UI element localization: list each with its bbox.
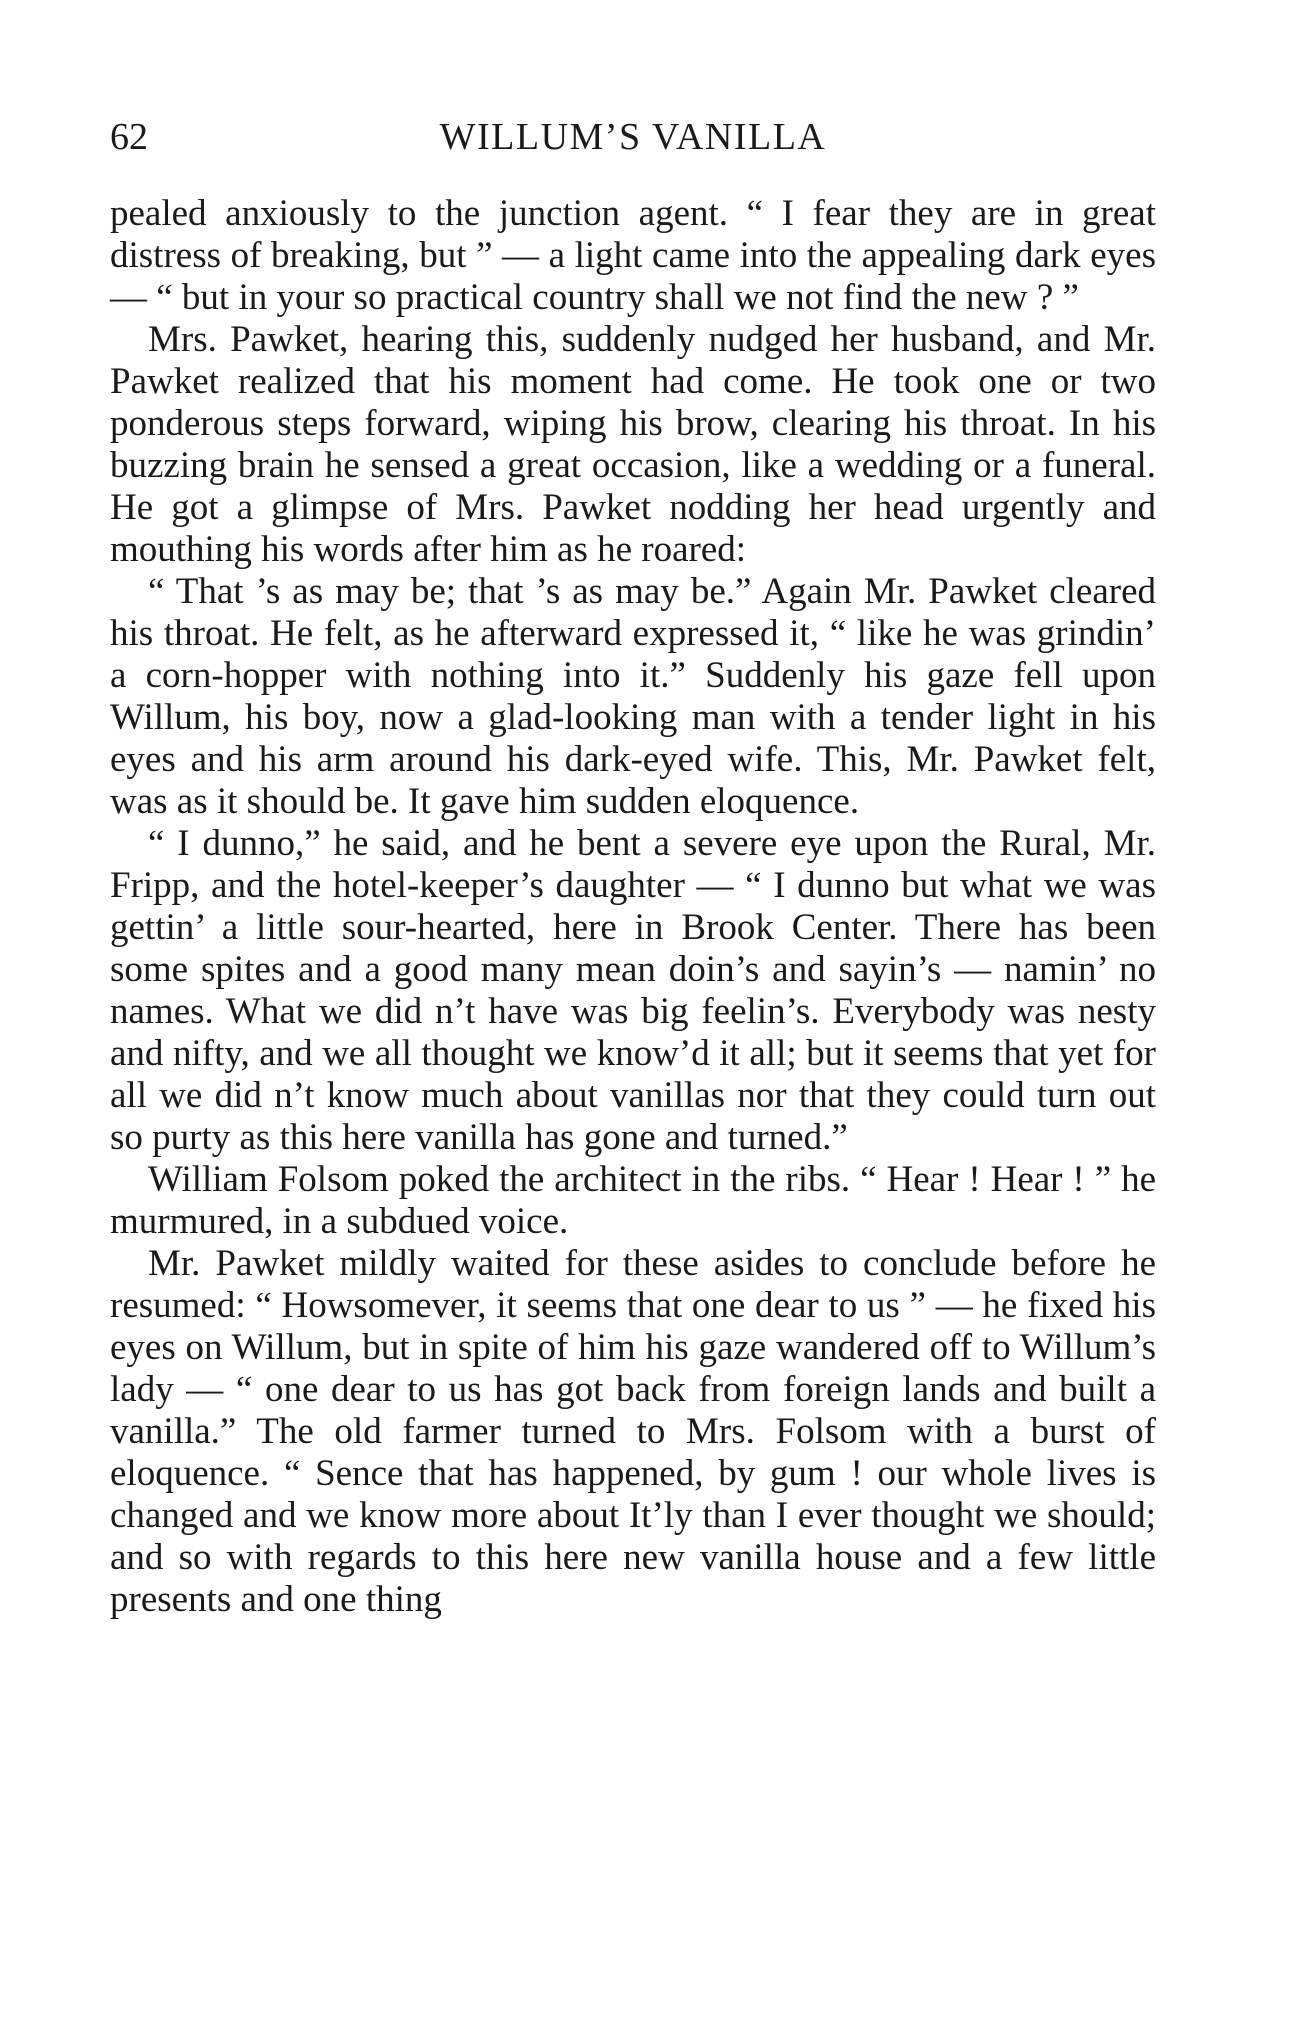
page-header (110, 112, 1156, 162)
paragraph: pealed anxiously to the junction agent. “ I fear they are in great distress of breaking, but ” — a light came into the appealing dark eyes — “ but in your so practical country shall we not find the new ? ” (110, 193, 1156, 318)
paragraph: “ That ’s as may be; that ’s as may be.” Again Mr. Pawket cleared his throat. He felt, as he afterward expressed it, “ like he was grindin’ a corn-hopper with nothing into it.” Suddenly his gaze fell upon Willum, his boy, now a glad-looking man with a tender light in his eyes and his arm around his dark-eyed wife. This, Mr. Pawket felt, was as it should be. It gave him sudden eloquence. (110, 571, 1156, 822)
paragraph: Mr. Pawket mildly waited for these asides to conclude before he resumed: “ Howsomever, it seems that one dear to us ” — he fixed his eyes on Willum, but in spite of him his gaze wandered off to Willum’s lady — “ one dear to us has got back from foreign lands and built a vanilla.” The old farmer turned to Mrs. Folsom with a burst of eloquence. “ Sence that has happened, by gum ! our whole lives is changed and we know more about It’ly than I ever thought we should; and so with regards to this here new vanilla house and a few little presents and one thing (110, 1243, 1156, 1620)
body-text (110, 193, 1156, 1621)
paragraph: “ I dunno,” he said, and he bent a severe eye upon the Rural, Mr. Fripp, and the hotel-keeper’s daughter — “ I dunno but what we was gettin’ a little sour-hearted, here in Brook Center. There has been some spites and a good many mean doin’s and sayin’s — namin’ no names. What we did n’t have was big feelin’s. Everybody was nesty and nifty, and we all thought we know’d it all; but it seems that yet for all we did n’t know much about vanillas nor that they could turn out so purty as this here vanilla has gone and turned.” (110, 823, 1156, 1158)
running-head: WILLUM’S VANILLA (439, 116, 827, 158)
paragraph: William Folsom poked the architect in the ribs. “ Hear ! Hear ! ” he murmured, in a subdued voice. (110, 1159, 1156, 1242)
page-number: 62 (110, 116, 148, 158)
paragraph: Mrs. Pawket, hearing this, suddenly nudged her husband, and Mr. Pawket realized that his moment had come. He took one or two ponderous steps forward, wiping his brow, clearing his throat. In his buzzing brain he sensed a great occasion, like a wedding or a funeral. He got a glimpse of Mrs. Pawket nodding her head urgently and mouthing his words after him as he roared: (110, 319, 1156, 570)
